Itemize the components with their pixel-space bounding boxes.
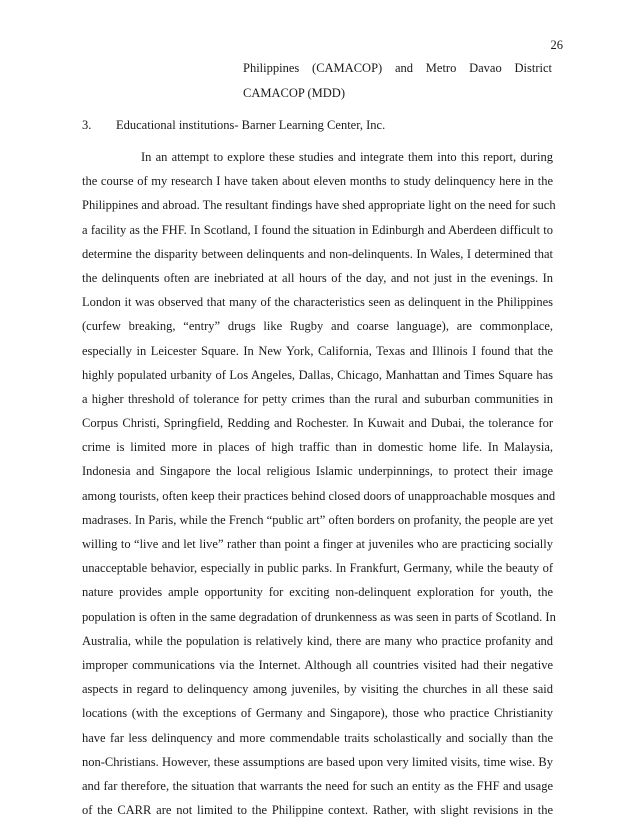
list-item-number: 3. <box>82 118 92 132</box>
paragraph-line: Indonesia and Singapore the local religious Islamic underpinnings, to protect their image <box>82 464 553 479</box>
list-continuation-line-1: Philippines (CAMACOP) and Metro Davao District <box>243 61 552 75</box>
paragraph-line: especially in Leicester Square. In New York, California, Texas and Illinois I found that the <box>82 343 553 358</box>
paragraph-line: locations (with the exceptions of Germany and Singapore), those who practice Christianity <box>82 706 553 721</box>
paragraph-line: London it was observed that many of the characteristics seen as delinquent in the Philippines <box>82 295 553 310</box>
paragraph-line: among tourists, often keep their practices behind closed doors of unapproachable mosques and <box>82 488 556 503</box>
paragraph-line: In an attempt to explore these studies and integrate them into this report, during <box>141 150 553 164</box>
paragraph-line: Philippines and abroad. The resultant findings have shed appropriate light on the need for such <box>82 198 556 213</box>
paragraph-line: (curfew breaking, “entry” drugs like Rugby and coarse language), are commonplace, <box>82 319 553 334</box>
paragraph-line: madrases. In Paris, while the French “public art” often borders on profanity, the people are yet <box>82 512 554 527</box>
paragraph-line: unacceptable behavior, especially in public parks. In Frankfurt, Germany, while the beauty of <box>82 561 553 576</box>
paragraph-line: aspects in regard to delinquency among juveniles, by visiting the churches in all these said <box>82 682 553 697</box>
paragraph-line: nature provides ample opportunity for exciting non-delinquent exploration for youth, the <box>82 585 553 600</box>
paragraph-line: non-Christians. However, these assumptions are based upon very limited visits, time wise. By <box>82 754 553 769</box>
paragraph-line: population is often in the same degradation of drunkenness as was seen in parts of Scotland. In <box>82 609 556 624</box>
list-item-text: Educational institutions- Barner Learning Center, Inc. <box>116 118 386 132</box>
paragraph-line: willing to “live and let live” rather than point a finger at juveniles who are practicing socially <box>82 537 553 551</box>
page-number: 26 <box>550 38 563 52</box>
paragraph-line: of the CARR are not limited to the Philippine context. Rather, with slight revisions in the <box>82 803 553 818</box>
paragraph-line: improper communications via the Internet. Although all countries visited had their negative <box>82 657 553 672</box>
paragraph-line: a higher threshold of tolerance for petty crimes than the rural and suburban communities in <box>82 391 553 406</box>
paragraph-line: Corpus Christi, Springfield, Redding and Rochester. In Kuwait and Dubai, the tolerance for <box>82 416 553 431</box>
paragraph-line: a facility as the FHF. In Scotland, I found the situation in Edinburgh and Aberdeen difficult to <box>82 222 553 237</box>
paragraph-line: the delinquents often are inebriated at all hours of the day, and not just in the evenings. In <box>82 270 553 285</box>
numbered-list-item <box>82 117 385 133</box>
list-continuation-line-2: CAMACOP (MDD) <box>243 86 345 100</box>
paragraph-line: and far therefore, the situation that warrants the need for such an entity as the FHF and usage <box>82 778 553 793</box>
body-paragraph <box>82 145 556 822</box>
paragraph-line: determine the disparity between delinquents and non-delinquents. In Wales, I determined that <box>82 246 553 261</box>
paragraph-line: Australia, while the population is relatively kind, there are many who practice profanity and <box>82 633 553 648</box>
paragraph-line: highly populated urbanity of Los Angeles, Dallas, Chicago, Manhattan and Times Square has <box>82 367 553 382</box>
paragraph-line: have far less delinquency and more commendable traits scholastically and socially than the <box>82 730 553 745</box>
paragraph-line: crime is limited more in places of high traffic than in domestic home life. In Malaysia, <box>82 440 553 455</box>
paragraph-line: the course of my research I have taken about eleven months to study delinquency here in the <box>82 174 553 189</box>
